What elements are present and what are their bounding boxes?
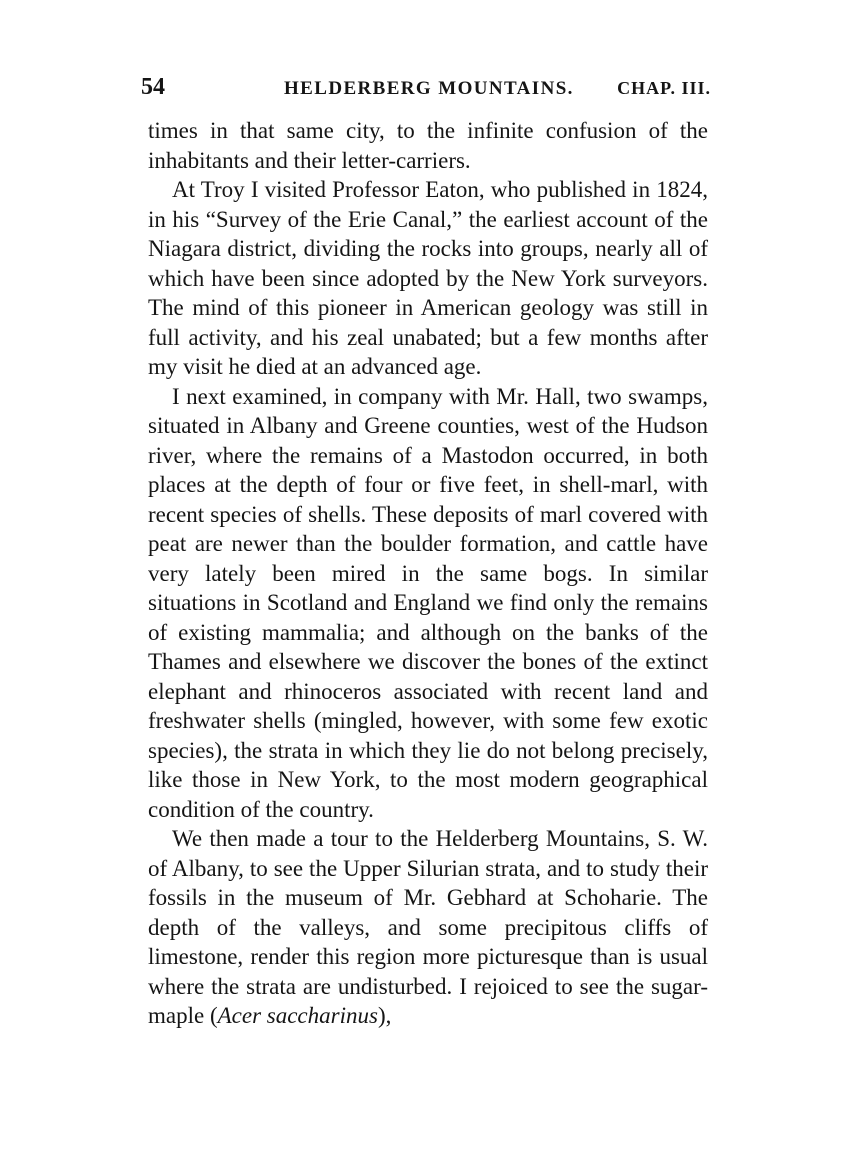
paragraph-continued: times in that same city, to the infinite confusion of the inhabitants and their letter-carriers. (148, 118, 708, 173)
running-title: HELDERBERG MOUNTAINS. (284, 78, 574, 99)
page-number: 54 (141, 74, 165, 100)
latin-species-name: Acer saccharinus (217, 1003, 378, 1028)
paragraph-troy-eaton: At Troy I visited Professor Eaton, who published in 1824, in his “Survey of the Erie Canal,” the earliest account of the Niagara district, dividing the rocks into groups, nearly all of which have been since adopted by the New York surveyors. The mind of this pioneer in American geology was still in full activity, and his zeal unabated; but a few months after my visit he died at an advanced age. (148, 177, 708, 379)
paragraph-text: We then made a tour to the Helderberg Mountains, S. W. of Albany, to see the Upper Silurian strata, and to study their fossils in the museum of Mr. Gebhard at Schoharie. The depth of the valleys, and some precipitous cliffs of limestone, render this region more picturesque than is usual where the strata are undisturbed. I rejoiced to see the sugar-maple ( (148, 826, 708, 1028)
running-head (141, 62, 711, 102)
body-text (148, 116, 708, 1031)
paragraph-text-end: ), (377, 1003, 392, 1028)
paragraph-mastodon-swamps: I next examined, in company with Mr. Hall, two swamps, situated in Albany and Greene counties, west of the Hudson river, where the remains of a Mastodon occurred, in both places at the depth of four or five feet, in shell-marl, with recent species of shells. These deposits of marl covered with peat are newer than the boulder formation, and cattle have very lately been mired in the same bogs. In similar situations in Scotland and England we find only the remains of existing mammalia; and although on the banks of the Thames and elsewhere we discover the bones of the extinct elephant and rhinoceros associated with recent land and freshwater shells (mingled, however, with some few exotic species), the strata in which they lie do not belong precisely, like those in New York, to the most modern geographical condition of the country. (148, 383, 708, 822)
paragraph-helderberg-tour (148, 824, 708, 1031)
book-page (141, 62, 711, 1031)
chapter-label: CHAP. III. (617, 78, 711, 98)
